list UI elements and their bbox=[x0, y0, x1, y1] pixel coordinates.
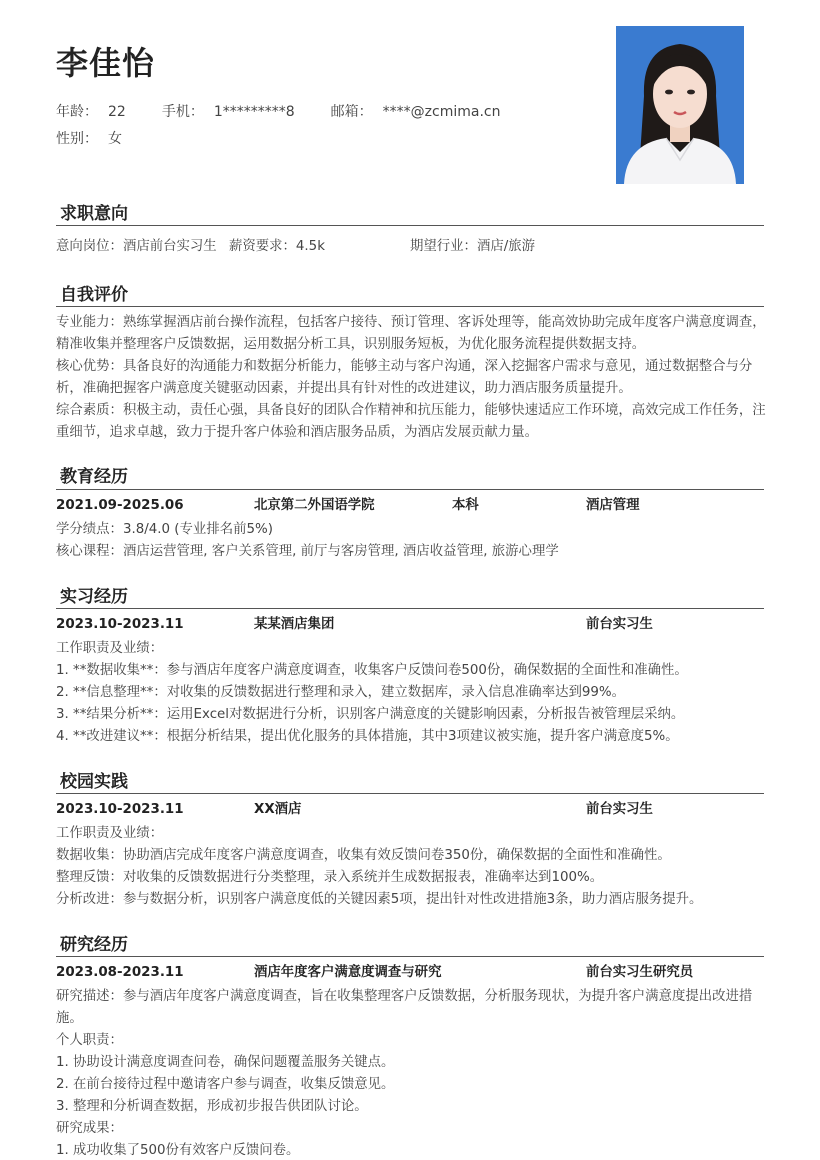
research-project: 酒店年度客户满意度调查与研究 bbox=[254, 965, 442, 980]
internship-date: 2023.10-2023.11 bbox=[56, 617, 184, 632]
internship-company: 某某酒店集团 bbox=[254, 617, 335, 632]
intent-position-text: 意向岗位：酒店前台实习生 bbox=[56, 239, 217, 254]
campus-line: 数据收集：协助酒店完成年度客户满意度调查，收集有效反馈问卷350份，确保数据的全面性和准确性。 bbox=[56, 848, 671, 863]
campus-line: 工作职责及业绩： bbox=[56, 826, 164, 841]
education-degree: 本科 bbox=[452, 498, 479, 513]
internship-line: 1. **数据收集**：参与酒店年度客户满意度调查，收集客户反馈问卷500份，确保数据的全面性和准确性。 bbox=[56, 663, 688, 678]
intent-industry: 期望行业：酒店/旅游 bbox=[410, 239, 536, 254]
email-info bbox=[331, 101, 501, 121]
campus-line: 整理反馈：对收集的反馈数据进行分类整理，录入系统并生成数据报表，准确率达到100%。 bbox=[56, 870, 604, 885]
education-line: 学分绩点：3.8/4.0 (专业排名前5%) bbox=[56, 522, 273, 537]
education-date: 2021.09-2025.06 bbox=[56, 498, 184, 513]
profile-photo bbox=[616, 26, 744, 184]
research-line: 2. 在前台接待过程中邀请客户参与调查，收集反馈意见。 bbox=[56, 1077, 395, 1092]
age-info bbox=[56, 101, 126, 121]
research-line: 个人职责： bbox=[56, 1033, 123, 1048]
research-header-row bbox=[56, 962, 764, 984]
section-title-research: 研究经历 bbox=[60, 935, 128, 955]
internship-line: 工作职责及业绩： bbox=[56, 641, 164, 656]
campus-header-row bbox=[56, 799, 764, 821]
section-divider bbox=[56, 489, 764, 490]
section-divider bbox=[56, 608, 764, 609]
research-line: 1. 协助设计满意度调查问卷，确保问题覆盖服务关键点。 bbox=[56, 1055, 395, 1070]
gender-row bbox=[56, 128, 158, 148]
section-title-internship: 实习经历 bbox=[60, 587, 128, 607]
gender-value: 女 bbox=[108, 131, 122, 147]
phone-info bbox=[162, 101, 295, 121]
campus-line: 分析改进：参与数据分析，识别客户满意度低的关键因素5项，提出针对性改进措施3条，助力酒店服务提升。 bbox=[56, 892, 703, 907]
internship-header-row bbox=[56, 614, 764, 636]
education-header-row bbox=[56, 495, 764, 517]
self-eval-paragraph: 核心优势：具备良好的沟通能力和数据分析能力，能够主动与客户沟通，深入挖掘客户需求与意见，通过数据整合与分析，准确把握客户满意度关键驱动因素，并提出具有针对性的改进建议，助力酒店服务质量提升。 bbox=[56, 359, 753, 396]
education-major: 酒店管理 bbox=[586, 498, 640, 513]
education-school: 北京第二外国语学院 bbox=[254, 498, 375, 513]
self-eval-paragraph: 专业能力：熟练掌握酒店前台操作流程，包括客户接待、预订管理、客诉处理等，能高效协助完成年度客户满意度调查，精准收集并整理客户反馈数据，运用数据分析工具，识别服务短板，为优化服务流程提供数据支持。 bbox=[56, 315, 766, 352]
section-title-education: 教育经历 bbox=[60, 467, 128, 487]
research-line: 3. 整理和分析调查数据，形成初步报告供团队讨论。 bbox=[56, 1099, 368, 1114]
intent-salary-text: 薪资要求：4.5k bbox=[228, 239, 325, 254]
age-label: 年龄： bbox=[56, 104, 98, 120]
section-title-self-eval: 自我评价 bbox=[60, 285, 128, 305]
portrait-illustration bbox=[616, 26, 744, 184]
research-date: 2023.08-2023.11 bbox=[56, 965, 184, 980]
section-title-campus: 校园实践 bbox=[60, 772, 128, 792]
internship-role: 前台实习生 bbox=[586, 617, 653, 632]
section-divider bbox=[56, 793, 764, 794]
self-eval-paragraph: 综合素质：积极主动，责任心强，具备良好的团队合作精神和抗压能力，能够快速适应工作环境，高效完成工作任务，注重细节，追求卓越，致力于提升客户体验和酒店服务品质，为酒店发展贡献力量。 bbox=[56, 403, 766, 440]
internship-line: 4. **改进建议**：根据分析结果，提出优化服务的具体措施，其中3项建议被实施，提升客户满意度5%。 bbox=[56, 729, 679, 744]
email-value: ****@zcmima.cn bbox=[382, 104, 501, 120]
campus-date: 2023.10-2023.11 bbox=[56, 802, 184, 817]
internship-line: 2. **信息整理**：对收集的反馈数据进行整理和录入，建立数据库，录入信息准确率达到99%。 bbox=[56, 685, 626, 700]
internship-line: 3. **结果分析**：运用Excel对数据进行分析，识别客户满意度的关键影响因素，分析报告被管理层采纳。 bbox=[56, 707, 685, 722]
candidate-name: 李佳怡 bbox=[56, 44, 156, 82]
email-label: 邮箱： bbox=[330, 104, 373, 120]
education-line: 核心课程：酒店运营管理, 客户关系管理, 前厅与客房管理, 酒店收益管理, 旅游心理学 bbox=[56, 544, 559, 559]
research-line: 1. 成功收集了500份有效客户反馈问卷。 bbox=[56, 1143, 300, 1158]
phone-value: 1*********8 bbox=[213, 104, 295, 120]
gender-label: 性别： bbox=[56, 131, 98, 147]
research-line: 研究成果： bbox=[56, 1121, 123, 1136]
phone-label: 手机： bbox=[161, 104, 204, 120]
campus-role: 前台实习生 bbox=[586, 802, 653, 817]
gender-info bbox=[56, 128, 122, 148]
research-description: 研究描述：参与酒店年度客户满意度调查，旨在收集整理客户反馈数据，分析服务现状，为提升客户满意度提出改进措施。 bbox=[56, 989, 753, 1026]
research-role: 前台实习生研究员 bbox=[586, 965, 694, 980]
campus-org: XX酒店 bbox=[254, 802, 302, 817]
section-divider bbox=[56, 956, 764, 957]
contact-row bbox=[56, 101, 536, 121]
section-divider bbox=[56, 306, 764, 307]
section-title-intent: 求职意向 bbox=[60, 204, 128, 224]
age-value: 22 bbox=[108, 104, 126, 120]
section-divider bbox=[56, 225, 764, 226]
